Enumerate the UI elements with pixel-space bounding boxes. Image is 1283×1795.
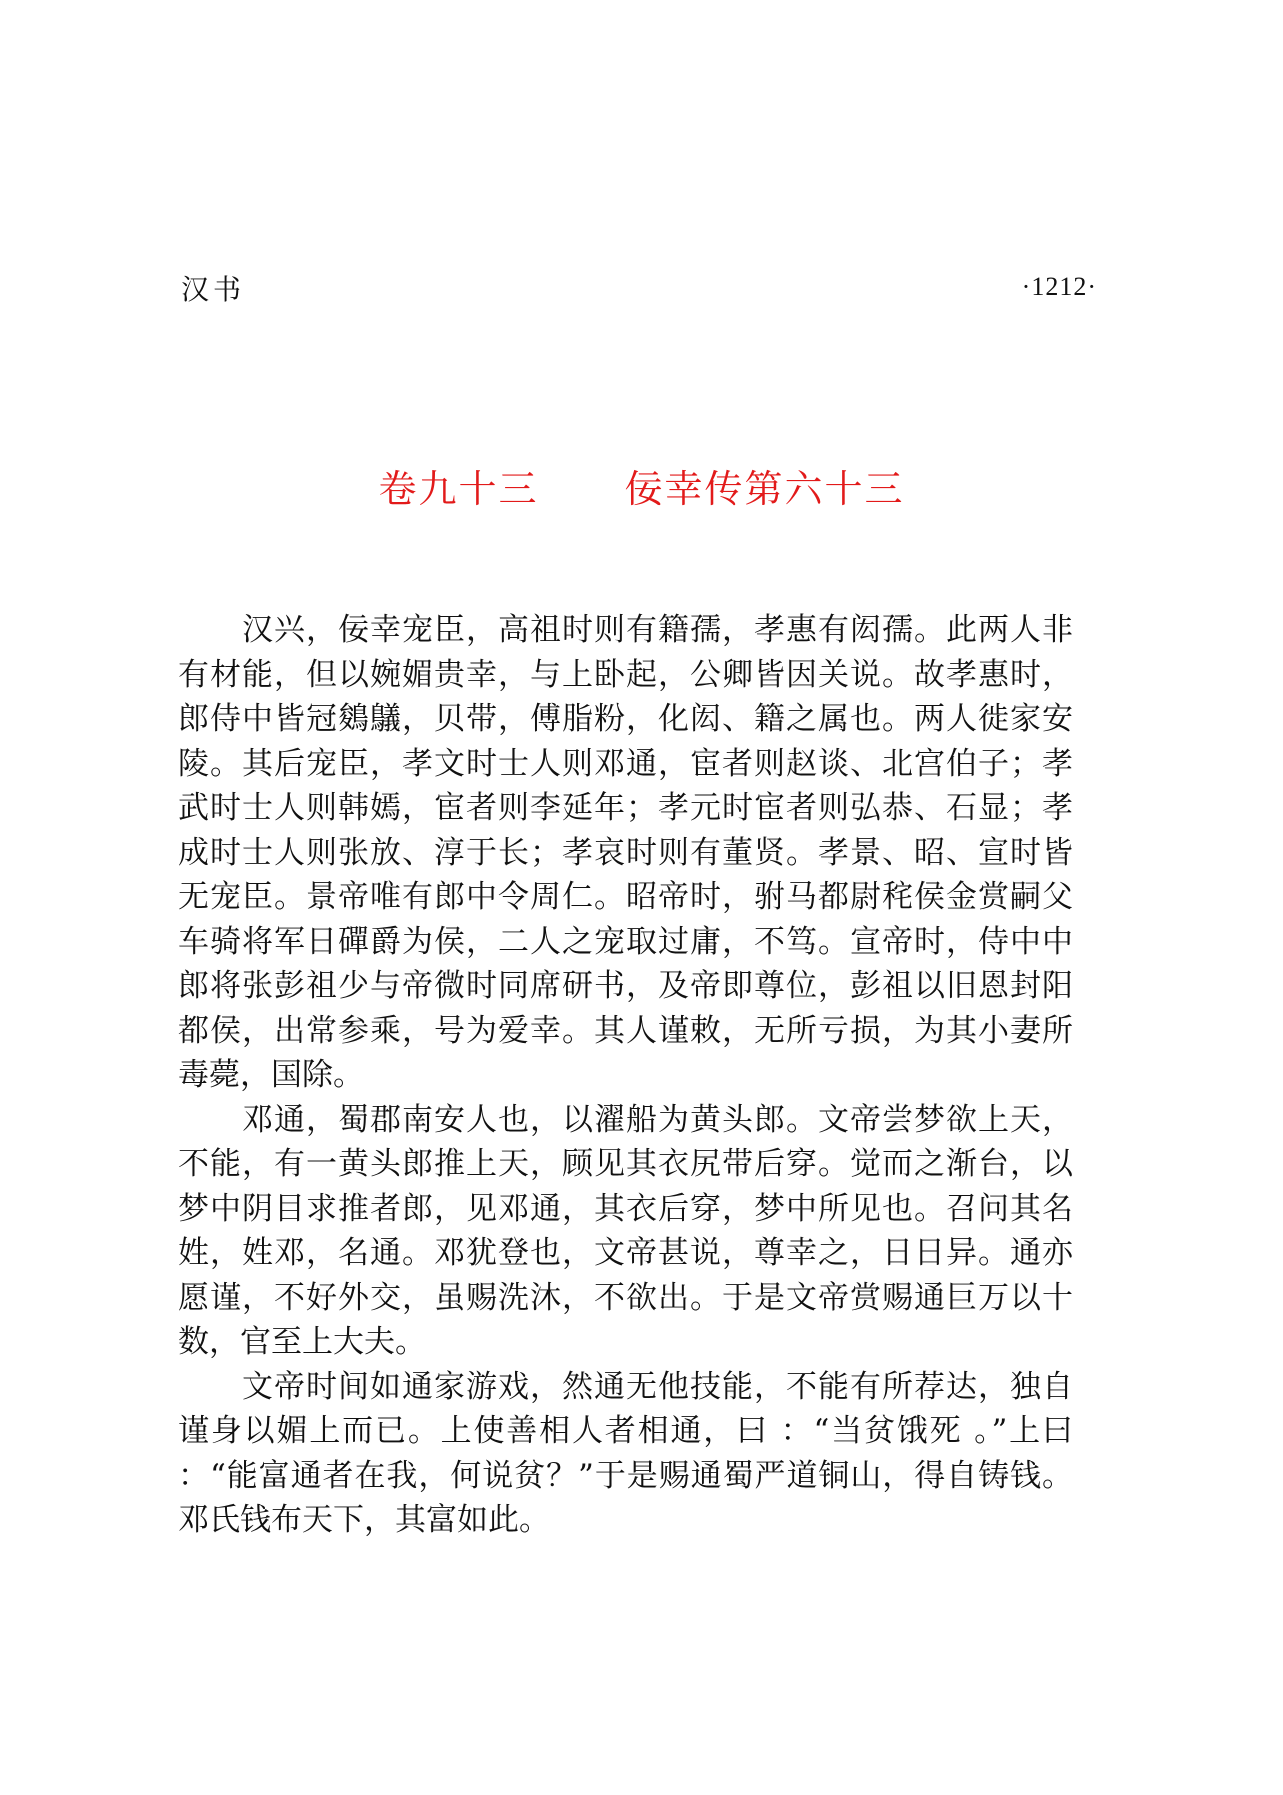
chapter-title: 佞幸传第六十三 (624, 467, 905, 511)
paragraph: 汉兴，佞幸宠臣，高祖时则有籍孺，孝惠有闳孺。此两人非有材能，但以婉媚贵幸，与上卧起，公卿皆因关说。故孝惠时，郎侍中皆冠鵕鸃，贝带，傅脂粉，化闳、籍之属也。两人徙家安陵。其后宠臣，孝文时士人则邓通，宦者则赵谈、北宫伯子；孝武时士人则韩嫣，宦者则李延年；孝元时宦者则弘恭、石显；孝成时士人则张放、淳于长；孝哀时则有董贤。孝景、昭、宣时皆无宠臣。景帝唯有郎中令周仁。昭帝时，驸马都尉秺侯金赏嗣父车骑将军日磾爵为侯，二人之宠取过庸，不笃。宣帝时，侍中中郎将张彭祖少与帝微时同席研书，及帝即尊位，彭祖以旧恩封阳都侯，出常参乘，号为爱幸。其人谨敕，无所亏损，为其小妻所毒薨，国除。 (178, 612, 1073, 1093)
chapter-volume: 卷九十三 (378, 467, 539, 511)
paragraph: 文帝时间如通家游戏，然通无他技能，不能有所荐达，独自谨身以媚上而已。上使善相人者相通，曰 ：“当贫饿死 。”上曰 ：“能富通者在我，何说贫？”于是赐通蜀严道铜山，得自铸钱。邓氏钱布天下，其富如此。 (178, 1368, 1073, 1538)
paragraph: 邓通，蜀郡南安人也，以濯船为黄头郎。文帝尝梦欲上天，不能，有一黄头郎推上天，顾见其衣尻带后穿。觉而之渐台，以梦中阴目求推者郎，见邓通，其衣后穿，梦中所见也。召问其名姓，姓邓，名通。邓犹登也，文帝甚说，尊幸之，日日异。通亦愿谨，不好外交，虽赐洗沐，不欲出。于是文帝赏赐通巨万以十数，官至上大夫。 (178, 1101, 1073, 1360)
running-title: 汉书 (181, 273, 246, 306)
page-number: ·1212· (1021, 272, 1097, 301)
chapter-heading (0, 458, 1283, 513)
body-text (178, 608, 1073, 1543)
